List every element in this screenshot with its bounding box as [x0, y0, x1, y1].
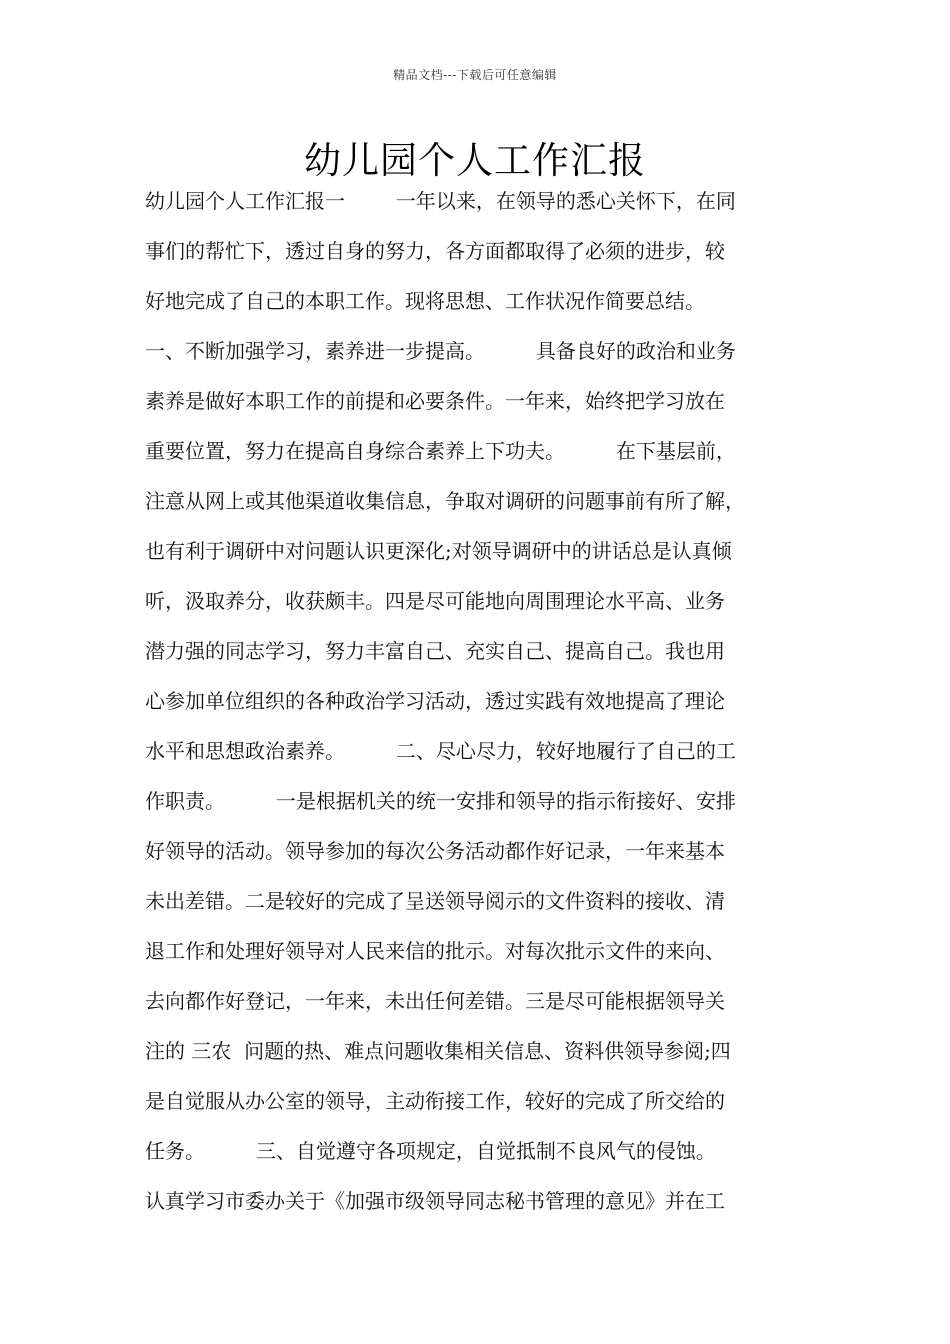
body-line: 也有利于调研中对问题认识更深化;对领导调研中的讲话总是认真倾	[145, 539, 732, 563]
body-line: 事们的帮忙下，透过自身的努力，各方面都取得了必须的进步，较	[145, 239, 725, 263]
body-line: 是自觉服从办公室的领导，主动衔接工作，较好的完成了所交给的	[145, 1089, 725, 1113]
body-line: 注意从网上或其他渠道收集信息，争取对调研的问题事前有所了解，	[145, 489, 745, 513]
body-line: 注的 三农 问题的热、难点问题收集相关信息、资料供领导参阅;四	[145, 1039, 731, 1063]
body-line: 作职责。 一是根据机关的统一安排和领导的指示衔接好、安排	[145, 789, 736, 813]
body-line: 幼儿园个人工作汇报一 一年以来，在领导的悉心关怀下，在同	[145, 189, 736, 213]
body-line: 未出差错。二是较好的完成了呈送领导阅示的文件资料的接收、清	[145, 889, 725, 913]
body-line: 素养是做好本职工作的前提和必要条件。一年来，始终把学习放在	[145, 389, 725, 413]
body-line: 好地完成了自己的本职工作。现将思想、工作状况作简要总结。	[145, 289, 705, 313]
body-line: 心参加单位组织的各种政治学习活动，透过实践有效地提高了理论	[145, 689, 725, 713]
document-title: 幼儿园个人工作汇报	[304, 139, 646, 182]
body-line: 一、不断加强学习，素养进一步提高。 具备良好的政治和业务	[145, 339, 736, 363]
body-line: 听，汲取养分，收获颇丰。四是尽可能地向周围理论水平高、业务	[145, 589, 725, 613]
body-line: 潜力强的同志学习，努力丰富自己、充实自己、提高自己。我也用	[145, 639, 725, 663]
body-line: 退工作和处理好领导对人民来信的批示。对每次批示文件的来向、	[145, 939, 725, 963]
body-line: 认真学习市委办关于《加强市级领导同志秘书管理的意见》并在工	[145, 1189, 725, 1213]
body-line: 去向都作好登记，一年来，未出任何差错。三是尽可能根据领导关	[145, 989, 725, 1013]
document-body	[145, 183, 835, 1233]
body-line: 任务。 三、自觉遵守各项规定，自觉抵制不良风气的侵蚀。	[145, 1139, 716, 1163]
body-line: 水平和思想政治素养。 二、尽心尽力，较好地履行了自己的工	[145, 739, 736, 763]
body-line: 重要位置，努力在提高自身综合素养上下功夫。 在下基层前，	[145, 439, 736, 463]
body-line: 好领导的活动。领导参加的每次公务活动都作好记录，一年来基本	[145, 839, 725, 863]
header-note: 精品文档---下载后可任意编辑	[393, 68, 557, 82]
